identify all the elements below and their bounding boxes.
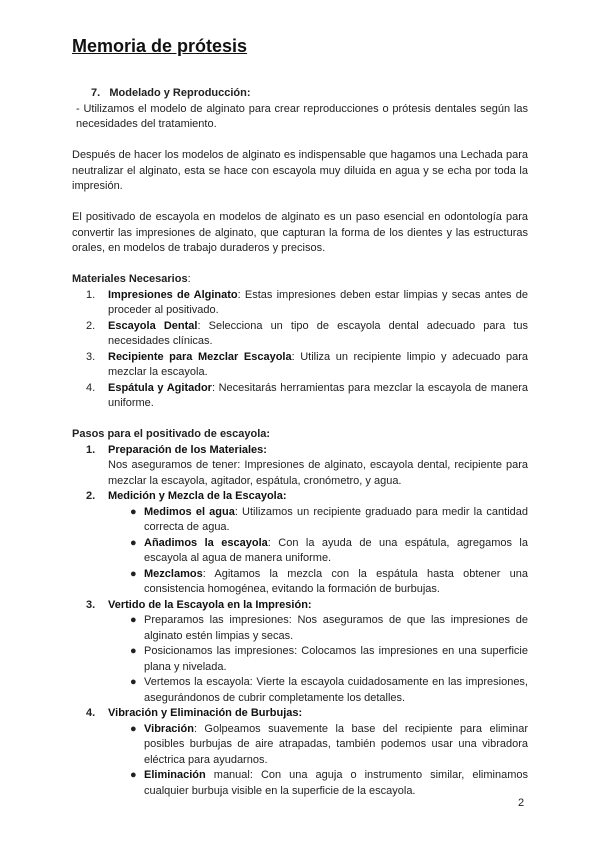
list-item <box>72 381 528 412</box>
item-number: 4. <box>86 381 96 394</box>
step-heading: Preparación de los Materiales: <box>108 443 267 456</box>
page-title: Memoria de prótesis <box>72 36 248 56</box>
bullet-list <box>108 505 528 598</box>
step-item <box>72 598 528 707</box>
item-text: : Selecciona un tipo de escayola dental adecuado para tus necesidades clínicas. <box>108 319 529 347</box>
item-number: 3. <box>86 350 96 363</box>
bullet-item: ● Eliminación manual: Con una aguja o instrumento similar, eliminamos cualquier burbuja visible en la superficie de la escayola. <box>130 769 528 797</box>
bullet-icon: ● <box>130 567 137 580</box>
list-item <box>72 319 528 350</box>
step-item <box>72 706 528 799</box>
item-term: Recipiente para Mezclar Escayola <box>108 350 292 363</box>
bullet-icon: ● <box>130 769 137 781</box>
bullet-list <box>108 613 528 706</box>
step-heading: Vibración y Eliminación de Burbujas: <box>108 707 303 719</box>
bullet-icon: ● <box>130 505 137 518</box>
bullet-item: ● Añadimos la escayola: Con la ayuda de una espátula, agregamos la escayola al agua de manera uniforme. <box>130 536 528 564</box>
list-item <box>72 350 528 381</box>
paragraph-positivado: El positivado de escayola en modelos de alginato es un paso esencial en odontología para convertir las impresiones de alginato, que capturan la forma de los dientes y las estructuras orales, en modelos de trabajo duraderos y precisos. <box>72 211 528 254</box>
section-7-number: 7. <box>91 87 101 99</box>
step-heading: Medición y Mezcla de la Escayola: <box>108 490 287 502</box>
step-heading: Vertido de la Escayola en la Impresión: <box>108 598 312 611</box>
section-7-heading <box>72 86 528 102</box>
item-term: Espátula y Agitador <box>108 381 212 394</box>
page-content <box>72 86 528 799</box>
step-item <box>72 443 528 490</box>
bullet-icon: ● <box>130 536 137 549</box>
bullet-icon: ● <box>130 676 137 688</box>
item-text: : Necesitarás herramientas para mezclar la escayola de manera uniforme. <box>108 381 528 409</box>
item-text: : Utiliza un recipiente limpio y adecuado para mezclar la escayola. <box>108 350 528 378</box>
section-7-title: Modelado y Reproducción: <box>109 87 251 99</box>
list-item <box>72 288 528 319</box>
steps-heading: Pasos para el positivado de escayola: <box>72 428 271 440</box>
section-7-text: - Utilizamos el modelo de alginato para crear reproducciones o prótesis dentales según las necesidades del tratamiento. <box>76 102 528 130</box>
step-number: 3. <box>86 598 96 611</box>
bullet-list <box>108 722 528 800</box>
materials-list <box>72 288 528 412</box>
item-number: 2. <box>86 319 96 332</box>
bullet-icon: ● <box>130 614 137 626</box>
bullet-icon: ● <box>130 722 137 735</box>
bullet-item: ● Medimos el agua: Utilizamos un recipiente graduado para medir la cantidad correcta de agua. <box>130 505 528 533</box>
paragraph-lechada: Después de hacer los modelos de alginato es indispensable que hagamos una Lechada para neutralizar el alginato, esta se hace con escayola muy diluida en agua y se echa por toda la impresión. <box>72 149 528 192</box>
bullet-icon: ● <box>130 645 137 657</box>
materials-heading: Materiales Necesarios: <box>72 273 191 285</box>
item-text: : Estas impresiones deben estar limpias y secas antes de proceder al positivado. <box>108 288 528 316</box>
step-text: Nos aseguramos de tener: Impresiones de alginato, escayola dental, recipiente para mezclar la escayola, agitador, espátula, cronómetro, y agua. <box>108 459 528 487</box>
bullet-item: ● Vibración: Golpeamos suavemente la base del recipiente para eliminar posibles burbujas de aire atrapadas, también podemos usar una vibradora eléctrica para ayudarnos. <box>130 722 528 766</box>
steps-list <box>72 443 528 800</box>
item-term: Escayola Dental <box>108 319 198 332</box>
item-term: Impresiones de Alginato <box>108 288 238 301</box>
bullet-item: ● Posicionamos las impresiones: Colocamos las impresiones en una superficie plana y nivelada. <box>130 645 528 673</box>
bullet-item: ● Vertemos la escayola: Vierte la escayola cuidadosamente en las impresiones, asegurándonos de cubrir completamente los detalles. <box>130 676 528 704</box>
bullet-item: ● Mezclamos: Agitamos la mezcla con la espátula hasta obtener una consistencia homogénea, evitando la formación de burbujas. <box>130 567 528 595</box>
step-number: 1. <box>86 443 96 456</box>
item-number: 1. <box>86 288 96 301</box>
step-number: 2. <box>86 490 96 502</box>
step-number: 4. <box>86 707 96 719</box>
page-number: 2 <box>518 797 525 809</box>
step-item <box>72 489 528 598</box>
bullet-item: ● Preparamos las impresiones: Nos aseguramos de que las impresiones de alginato estén limpias y secas. <box>130 614 528 642</box>
